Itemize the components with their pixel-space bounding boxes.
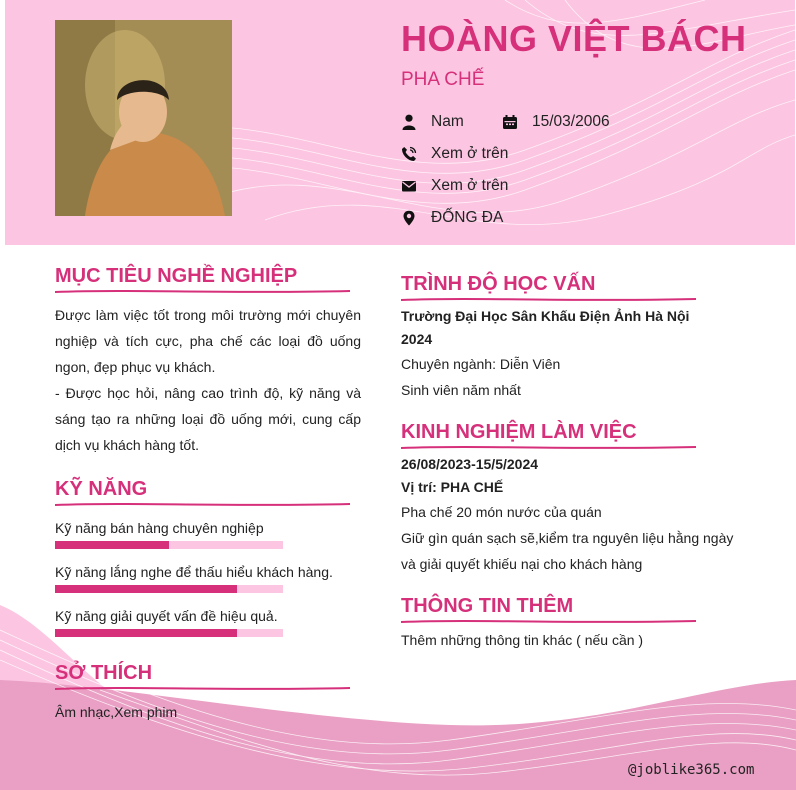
experience-line-2: Giữ gìn quán sạch sẽ,kiểm tra nguyên liệu hằng ngày <box>401 530 734 546</box>
birthdate-value: 15/03/2006 <box>532 113 610 130</box>
skill-fill-1 <box>55 541 169 549</box>
skills-title: KỸ NĂNG <box>55 478 148 500</box>
phone-value: Xem ở trên <box>431 145 509 162</box>
email-value: Xem ở trên <box>431 177 509 194</box>
experience-title: KINH NGHIỆM LÀM VIỆC <box>401 421 637 443</box>
education-note: Sinh viên năm nhất <box>401 382 521 398</box>
experience-period: 26/08/2023-15/5/2024 <box>401 456 539 472</box>
hobbies-title: SỞ THÍCH <box>55 662 153 684</box>
objective-title: MỤC TIÊU NGHỀ NGHIỆP <box>55 265 298 287</box>
skill-bar-1 <box>55 541 283 549</box>
education-school: Trường Đại Học Sân Khấu Điện Ảnh Hà Nội <box>401 308 690 324</box>
person-icon <box>401 114 417 130</box>
skill-label-2: Kỹ năng lắng nghe để thấu hiểu khách hàng. <box>55 564 333 580</box>
candidate-name: HOÀNG VIỆT BÁCH <box>401 18 747 59</box>
birthdate-row <box>502 113 610 131</box>
hobbies-text: Âm nhạc,Xem phim <box>55 704 178 720</box>
job-title: PHA CHẾ <box>401 69 485 90</box>
calendar-icon <box>502 114 518 130</box>
objective-underline <box>55 289 350 295</box>
skill-label-3: Kỹ năng giải quyết vấn đề hiệu quả. <box>55 608 278 624</box>
skill-fill-2 <box>55 585 237 593</box>
address-value: ĐỐNG ĐA <box>431 209 504 226</box>
education-year: 2024 <box>401 331 433 347</box>
profile-photo <box>55 20 232 216</box>
location-pin-icon <box>401 210 417 226</box>
address-row <box>401 209 503 227</box>
skill-fill-3 <box>55 629 237 637</box>
gender-value: Nam <box>431 113 464 130</box>
objective-text: Được làm việc tốt trong môi trường mới chuyên nghiệp và tích cực, pha chế các loại đồ uống ngon, đẹp phục vụ khách. <box>55 307 361 375</box>
extra-underline <box>401 619 696 625</box>
skill-label-1: Kỹ năng bán hàng chuyên nghiệp <box>55 520 264 536</box>
envelope-icon <box>401 178 417 194</box>
education-title: TRÌNH ĐỘ HỌC VẤN <box>401 273 596 295</box>
education-major: Chuyên ngành: Diễn Viên <box>401 356 561 372</box>
phone-row <box>401 145 508 163</box>
experience-line-3: và giải quyết khiếu nại cho khách hàng <box>401 556 643 572</box>
experience-position: Vị trí: PHA CHẾ <box>401 479 504 495</box>
extra-title: THÔNG TIN THÊM <box>401 595 574 617</box>
hobbies-underline <box>55 686 350 692</box>
experience-line-1: Pha chế 20 món nước của quán <box>401 504 602 520</box>
email-row <box>401 177 508 195</box>
extra-text: Thêm những thông tin khác ( nếu cần ) <box>401 632 644 648</box>
experience-underline <box>401 445 696 451</box>
phone-icon <box>401 146 417 162</box>
education-underline <box>401 297 696 303</box>
gender-row <box>401 113 464 131</box>
footer-handle: @joblike365.com <box>628 762 755 778</box>
skill-bar-3 <box>55 629 283 637</box>
skills-underline <box>55 502 350 508</box>
skill-bar-2 <box>55 585 283 593</box>
objective-text-2: - Được học hỏi, nâng cao trình độ, kỹ năng và sáng tạo ra những loại đồ uống mới, cung cấp dịch vụ khách hàng tốt. <box>55 385 361 453</box>
